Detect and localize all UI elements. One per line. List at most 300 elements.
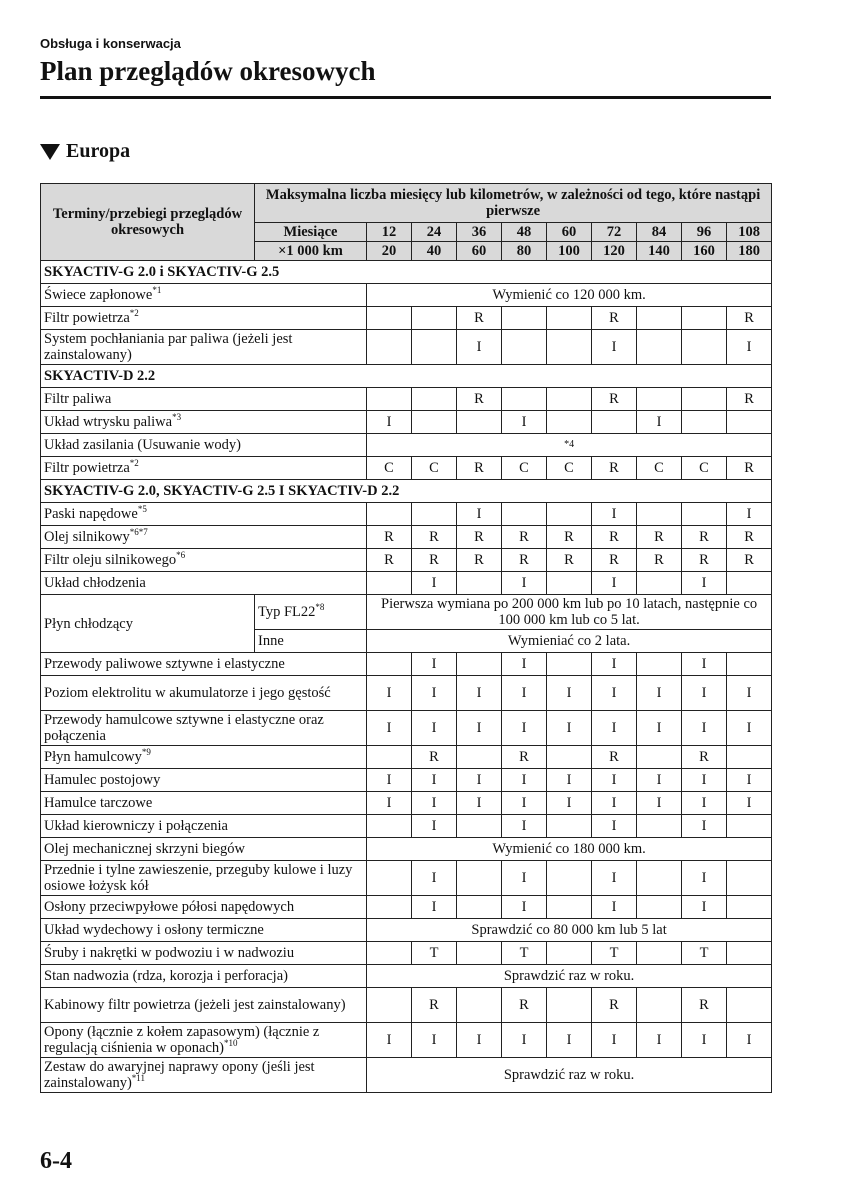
service-code-cell: R xyxy=(727,307,772,330)
service-code-cell: I xyxy=(457,769,502,792)
item-name: Układ kierowniczy i połączenia xyxy=(44,818,228,834)
item-name-cell xyxy=(41,595,255,653)
service-code-cell xyxy=(457,815,502,838)
km-cell: 140 xyxy=(637,242,682,261)
service-code-cell: I xyxy=(502,792,547,815)
interval-note: Sprawdzić co 80 000 km lub 5 lat xyxy=(367,919,772,942)
service-code-cell: I xyxy=(682,769,727,792)
service-code-cell xyxy=(547,896,592,919)
service-code-cell: I xyxy=(412,711,457,746)
region-heading xyxy=(40,140,130,163)
item-name-cell xyxy=(41,896,367,919)
item-name-cell xyxy=(41,919,367,942)
service-code-cell: R xyxy=(457,457,502,480)
service-code-cell: I xyxy=(727,792,772,815)
service-code-cell: R xyxy=(457,388,502,411)
km-cell: 60 xyxy=(457,242,502,261)
service-code-cell: R xyxy=(682,526,727,549)
service-code-cell: I xyxy=(502,1023,547,1058)
title-rule xyxy=(40,96,771,99)
month-cell: 12 xyxy=(367,223,412,242)
item-row xyxy=(41,307,772,330)
service-code-cell: R xyxy=(592,526,637,549)
service-code-cell: I xyxy=(457,711,502,746)
item-name-cell xyxy=(41,653,367,676)
triangle-down-icon xyxy=(40,144,60,160)
group-header-row xyxy=(41,261,772,284)
service-code-cell xyxy=(727,815,772,838)
service-code-cell xyxy=(637,988,682,1023)
service-code-cell: I xyxy=(682,896,727,919)
months-label: Miesiące xyxy=(255,223,367,242)
service-code-cell: I xyxy=(592,896,637,919)
service-code-cell: R xyxy=(727,549,772,572)
item-row xyxy=(41,896,772,919)
service-code-cell xyxy=(637,746,682,769)
service-code-cell: I xyxy=(367,411,412,434)
service-code-cell: C xyxy=(412,457,457,480)
service-code-cell: I xyxy=(592,653,637,676)
service-code-cell: I xyxy=(457,676,502,711)
service-code-cell: T xyxy=(682,942,727,965)
item-name: Układ wtrysku paliwa xyxy=(44,414,173,430)
service-code-cell xyxy=(367,861,412,896)
interval-note: *4 xyxy=(367,434,772,457)
corner-header: Terminy/przebiegi przeglądów okresowych xyxy=(41,184,255,261)
service-code-cell: I xyxy=(457,792,502,815)
service-code-cell: I xyxy=(502,411,547,434)
service-code-cell xyxy=(547,815,592,838)
service-code-cell: R xyxy=(637,526,682,549)
item-name-cell xyxy=(41,284,367,307)
item-row xyxy=(41,330,772,365)
region-heading-label: Europa xyxy=(66,140,131,162)
service-code-cell: I xyxy=(412,792,457,815)
service-code-cell: R xyxy=(592,988,637,1023)
coolant-type: Typ FL22 xyxy=(258,604,316,620)
service-code-cell xyxy=(682,307,727,330)
footnote-ref: *2 xyxy=(129,308,139,319)
service-code-cell: I xyxy=(367,1023,412,1058)
service-code-cell: I xyxy=(457,1023,502,1058)
service-code-cell xyxy=(637,503,682,526)
service-code-cell xyxy=(727,988,772,1023)
service-code-cell xyxy=(727,861,772,896)
service-code-cell: I xyxy=(502,896,547,919)
service-code-cell: R xyxy=(502,988,547,1023)
service-code-cell: I xyxy=(547,711,592,746)
km-cell: 120 xyxy=(592,242,637,261)
item-row xyxy=(41,526,772,549)
service-code-cell: I xyxy=(637,792,682,815)
service-code-cell: I xyxy=(412,861,457,896)
interval-note: Pierwsza wymiana po 200 000 km lub po 10 latach, następnie co 100 000 km lub co 5 lat. xyxy=(367,595,772,630)
service-code-cell: R xyxy=(727,526,772,549)
item-name-cell xyxy=(41,526,367,549)
service-code-cell: R xyxy=(367,526,412,549)
service-code-cell: I xyxy=(637,769,682,792)
item-name: Przewody hamulcowe sztywne i elastyczne oraz połączenia xyxy=(44,712,324,744)
service-code-cell: C xyxy=(547,457,592,480)
service-code-cell: R xyxy=(547,549,592,572)
service-code-cell xyxy=(727,572,772,595)
interval-note: Sprawdzić raz w roku. xyxy=(367,965,772,988)
service-code-cell xyxy=(682,503,727,526)
footnote-ref: *10 xyxy=(223,1038,238,1049)
footnote-ref: *2 xyxy=(129,458,139,469)
group-header: SKYACTIV-G 2.0 i SKYACTIV-G 2.5 xyxy=(41,261,772,284)
service-code-cell: I xyxy=(592,676,637,711)
item-row xyxy=(41,919,772,942)
service-code-cell: T xyxy=(502,942,547,965)
service-code-cell: R xyxy=(502,526,547,549)
service-code-cell xyxy=(547,572,592,595)
item-row xyxy=(41,676,772,711)
maintenance-schedule-table xyxy=(40,183,772,1093)
service-code-cell xyxy=(412,411,457,434)
month-cell: 72 xyxy=(592,223,637,242)
service-code-cell: I xyxy=(367,711,412,746)
month-cell: 24 xyxy=(412,223,457,242)
service-code-cell: I xyxy=(682,572,727,595)
service-code-cell: I xyxy=(682,653,727,676)
service-code-cell xyxy=(367,307,412,330)
service-code-cell: I xyxy=(682,1023,727,1058)
service-code-cell xyxy=(547,388,592,411)
service-code-cell xyxy=(727,411,772,434)
service-code-cell xyxy=(547,330,592,365)
interval-note: Wymienić co 180 000 km. xyxy=(367,838,772,861)
service-code-cell: R xyxy=(547,526,592,549)
coolant-type-cell: Inne xyxy=(255,630,367,653)
item-name: Kabinowy filtr powietrza (jeżeli jest zainstalowany) xyxy=(44,997,346,1013)
service-code-cell: I xyxy=(547,769,592,792)
service-code-cell: I xyxy=(502,711,547,746)
service-code-cell xyxy=(412,503,457,526)
item-name-cell xyxy=(41,769,367,792)
service-code-cell: I xyxy=(637,411,682,434)
service-code-cell xyxy=(637,388,682,411)
service-code-cell xyxy=(367,330,412,365)
service-code-cell: I xyxy=(367,792,412,815)
service-code-cell: I xyxy=(547,1023,592,1058)
service-code-cell: T xyxy=(592,942,637,965)
service-code-cell: I xyxy=(502,815,547,838)
service-code-cell xyxy=(682,411,727,434)
service-code-cell: R xyxy=(412,988,457,1023)
km-cell: 100 xyxy=(547,242,592,261)
service-code-cell: C xyxy=(637,457,682,480)
service-code-cell: R xyxy=(592,549,637,572)
footnote-ref: *11 xyxy=(131,1073,145,1084)
month-cell: 60 xyxy=(547,223,592,242)
service-code-cell: I xyxy=(592,792,637,815)
service-code-cell: R xyxy=(682,746,727,769)
item-name: Układ chłodzenia xyxy=(44,575,146,591)
service-code-cell: R xyxy=(592,457,637,480)
service-code-cell: I xyxy=(412,653,457,676)
service-code-cell: I xyxy=(502,676,547,711)
interval-note: Wymieniać co 2 lata. xyxy=(367,630,772,653)
service-code-cell: I xyxy=(637,1023,682,1058)
item-name: Filtr powietrza xyxy=(44,460,130,476)
service-code-cell: I xyxy=(412,676,457,711)
service-code-cell xyxy=(637,942,682,965)
item-name-cell xyxy=(41,411,367,434)
service-code-cell: R xyxy=(367,549,412,572)
service-code-cell: I xyxy=(682,815,727,838)
service-code-cell: R xyxy=(412,549,457,572)
service-code-cell xyxy=(547,411,592,434)
item-row xyxy=(41,388,772,411)
item-row xyxy=(41,815,772,838)
item-name: Hamulec postojowy xyxy=(44,772,161,788)
service-code-cell xyxy=(637,861,682,896)
km-cell: 40 xyxy=(412,242,457,261)
service-code-cell: I xyxy=(502,769,547,792)
group-header-row xyxy=(41,365,772,388)
page-number: 6-4 xyxy=(40,1148,72,1174)
service-code-cell xyxy=(457,988,502,1023)
item-row xyxy=(41,653,772,676)
item-name-cell xyxy=(41,746,367,769)
item-name-cell xyxy=(41,1023,367,1058)
service-code-cell: I xyxy=(592,815,637,838)
item-name-cell xyxy=(41,307,367,330)
item-name-cell xyxy=(41,330,367,365)
item-name-cell xyxy=(41,388,367,411)
item-name: Układ wydechowy i osłony termiczne xyxy=(44,922,264,938)
service-code-cell xyxy=(457,746,502,769)
service-code-cell xyxy=(367,942,412,965)
item-row xyxy=(41,769,772,792)
service-code-cell xyxy=(367,896,412,919)
service-code-cell: T xyxy=(412,942,457,965)
item-name-cell xyxy=(41,434,367,457)
service-code-cell: R xyxy=(502,549,547,572)
item-row xyxy=(41,838,772,861)
item-row xyxy=(41,1023,772,1058)
service-code-cell xyxy=(412,330,457,365)
km-cell: 180 xyxy=(727,242,772,261)
service-code-cell: I xyxy=(367,769,412,792)
service-code-cell: R xyxy=(592,307,637,330)
km-cell: 160 xyxy=(682,242,727,261)
footnote-ref: *8 xyxy=(315,602,325,613)
item-name: Hamulce tarczowe xyxy=(44,795,153,811)
service-code-cell xyxy=(727,942,772,965)
item-row xyxy=(41,572,772,595)
item-row xyxy=(41,792,772,815)
interval-note: Wymienić co 120 000 km. xyxy=(367,284,772,307)
item-name-cell xyxy=(41,792,367,815)
item-name-cell xyxy=(41,965,367,988)
item-name: Olej silnikowy xyxy=(44,529,130,545)
service-code-cell: R xyxy=(727,388,772,411)
service-code-cell xyxy=(592,411,637,434)
interval-span-header: Maksymalna liczba miesięcy lub kilometrów, w zależności od tego, które nastąpi pierwsze xyxy=(255,184,772,223)
service-code-cell: R xyxy=(457,526,502,549)
item-name-cell xyxy=(41,942,367,965)
service-code-cell: R xyxy=(412,746,457,769)
item-name: Świece zapłonowe xyxy=(44,287,153,303)
service-code-cell xyxy=(637,815,682,838)
service-code-cell: C xyxy=(502,457,547,480)
item-name: Stan nadwozia (rdza, korozja i perforacja) xyxy=(44,968,288,984)
item-name-cell xyxy=(41,861,367,896)
item-name-cell xyxy=(41,988,367,1023)
service-code-cell xyxy=(457,572,502,595)
month-cell: 108 xyxy=(727,223,772,242)
item-row xyxy=(41,988,772,1023)
item-name: Opony (łącznie z kołem zapasowym) (łącznie z regulacją ciśnienia w oponach) xyxy=(44,1024,320,1056)
item-name-cell xyxy=(41,503,367,526)
item-name: Filtr oleju silnikowego xyxy=(44,552,177,568)
service-code-cell: I xyxy=(682,861,727,896)
service-code-cell xyxy=(637,330,682,365)
item-row xyxy=(41,595,772,630)
service-code-cell xyxy=(547,988,592,1023)
service-code-cell xyxy=(682,388,727,411)
service-code-cell: I xyxy=(412,815,457,838)
item-name: Płyn hamulcowy xyxy=(44,749,142,765)
coolant-type-cell xyxy=(255,595,367,630)
service-code-cell: C xyxy=(367,457,412,480)
item-name: Przewody paliwowe sztywne i elastyczne xyxy=(44,656,285,672)
footnote-ref: *1 xyxy=(152,285,162,296)
service-code-cell: I xyxy=(412,572,457,595)
item-name: Płyn chłodzący xyxy=(44,615,133,632)
service-code-cell: R xyxy=(502,746,547,769)
service-code-cell xyxy=(502,307,547,330)
service-code-cell: I xyxy=(727,769,772,792)
service-code-cell: I xyxy=(682,676,727,711)
service-code-cell xyxy=(457,942,502,965)
service-code-cell: I xyxy=(592,861,637,896)
service-code-cell: I xyxy=(457,503,502,526)
service-code-cell: R xyxy=(592,388,637,411)
item-row xyxy=(41,457,772,480)
km-cell: 80 xyxy=(502,242,547,261)
item-row xyxy=(41,861,772,896)
service-code-cell: R xyxy=(682,988,727,1023)
service-code-cell: I xyxy=(367,676,412,711)
service-code-cell xyxy=(367,815,412,838)
service-code-cell xyxy=(547,307,592,330)
service-code-cell xyxy=(502,388,547,411)
service-code-cell xyxy=(727,653,772,676)
service-code-cell: I xyxy=(412,896,457,919)
service-code-cell xyxy=(502,503,547,526)
item-name-cell xyxy=(41,572,367,595)
item-name-cell xyxy=(41,838,367,861)
item-name: Paski napędowe xyxy=(44,506,138,522)
item-name: Olej mechanicznej skrzyni biegów xyxy=(44,841,245,857)
service-code-cell: I xyxy=(637,711,682,746)
service-code-cell: I xyxy=(412,769,457,792)
service-code-cell: I xyxy=(412,1023,457,1058)
service-code-cell: I xyxy=(502,653,547,676)
item-name: Filtr powietrza xyxy=(44,310,130,326)
item-row xyxy=(41,711,772,746)
service-code-cell xyxy=(637,307,682,330)
item-row xyxy=(41,942,772,965)
item-row xyxy=(41,503,772,526)
service-code-cell xyxy=(457,896,502,919)
service-code-cell: I xyxy=(592,572,637,595)
interval-note: Sprawdzić raz w roku. xyxy=(367,1058,772,1093)
item-name-cell xyxy=(41,457,367,480)
group-header: SKYACTIV-D 2.2 xyxy=(41,365,772,388)
service-code-cell: I xyxy=(682,792,727,815)
service-code-cell xyxy=(367,988,412,1023)
service-code-cell xyxy=(367,572,412,595)
service-code-cell xyxy=(637,572,682,595)
service-code-cell xyxy=(547,653,592,676)
group-header-row xyxy=(41,480,772,503)
footnote-ref: *9 xyxy=(141,747,151,758)
service-code-cell: R xyxy=(457,549,502,572)
footnote-ref: *5 xyxy=(137,504,147,515)
item-name: Śruby i nakrętki w podwoziu i w nadwoziu xyxy=(44,945,295,961)
service-code-cell: I xyxy=(592,330,637,365)
service-code-cell: R xyxy=(592,746,637,769)
item-row xyxy=(41,434,772,457)
item-name-cell xyxy=(41,1058,367,1093)
item-name: Poziom elektrolitu w akumulatorze i jego gęstość xyxy=(44,685,331,701)
service-code-cell xyxy=(367,388,412,411)
service-code-cell xyxy=(637,896,682,919)
service-code-cell xyxy=(412,388,457,411)
service-code-cell: I xyxy=(592,1023,637,1058)
service-code-cell xyxy=(547,503,592,526)
item-name: Przednie i tylne zawieszenie, przeguby kulowe i luzy osiowe łożysk kół xyxy=(44,862,353,894)
month-cell: 84 xyxy=(637,223,682,242)
section-label: Obsługa i konserwacja xyxy=(40,36,181,51)
service-code-cell: R xyxy=(412,526,457,549)
page-title: Plan przeglądów okresowych xyxy=(40,56,376,86)
item-row xyxy=(41,549,772,572)
service-code-cell: I xyxy=(592,711,637,746)
service-code-cell: I xyxy=(457,330,502,365)
group-header: SKYACTIV-G 2.0, SKYACTIV-G 2.5 I SKYACTIV-D 2.2 xyxy=(41,480,772,503)
service-code-cell: I xyxy=(592,769,637,792)
service-code-cell xyxy=(682,330,727,365)
service-code-cell: I xyxy=(727,330,772,365)
item-name-cell xyxy=(41,676,367,711)
item-row xyxy=(41,284,772,307)
footnote-ref: *6 xyxy=(176,550,186,561)
service-code-cell xyxy=(367,503,412,526)
footnote-ref: *3 xyxy=(172,412,182,423)
km-label: ×1 000 km xyxy=(255,242,367,261)
service-code-cell xyxy=(412,307,457,330)
service-code-cell xyxy=(547,861,592,896)
service-code-cell: I xyxy=(592,503,637,526)
service-code-cell: I xyxy=(727,711,772,746)
item-name: Zestaw do awaryjnej naprawy opony (jeśli jest zainstalowany) xyxy=(44,1059,315,1091)
item-row xyxy=(41,411,772,434)
month-cell: 48 xyxy=(502,223,547,242)
service-code-cell: I xyxy=(637,676,682,711)
service-code-cell xyxy=(502,330,547,365)
service-code-cell: R xyxy=(727,457,772,480)
service-code-cell xyxy=(727,746,772,769)
service-code-cell: I xyxy=(547,792,592,815)
month-cell: 36 xyxy=(457,223,502,242)
service-code-cell: R xyxy=(457,307,502,330)
item-row xyxy=(41,746,772,769)
